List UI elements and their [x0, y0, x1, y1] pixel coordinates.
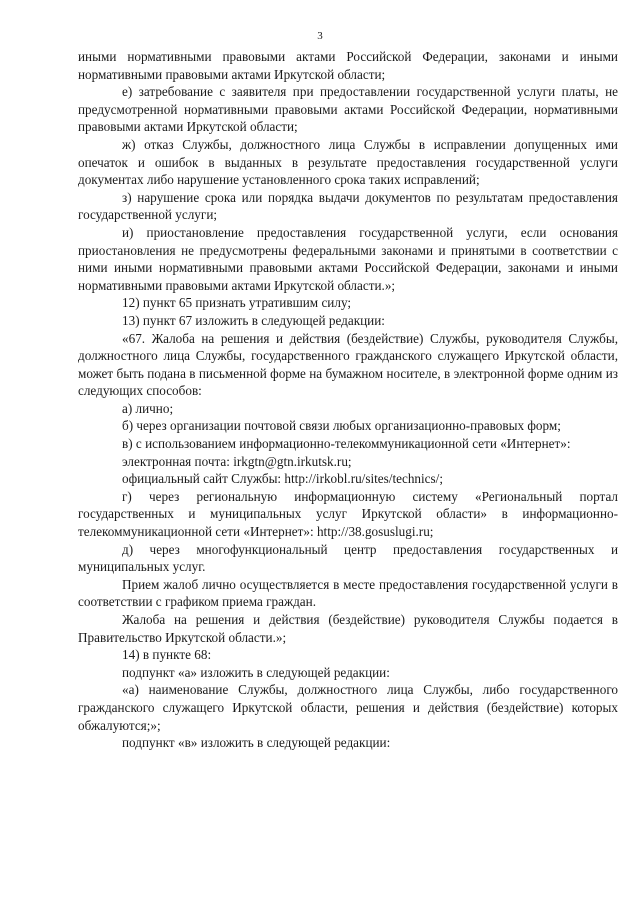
paragraph-item-z: з) нарушение срока или порядка выдачи документов по результатам предоставления государственной услуги; — [78, 189, 618, 223]
paragraph-item-i: и) приостановление предоставления государственной услуги, если основания приостановления не предусмотрены федеральными законами и принятыми в соответствии с ними иными нормативными правовыми актами Российской Федерации, законами и иными нормативными правовыми актами Иркутской области.»; — [78, 224, 618, 293]
page-number: 3 — [317, 30, 323, 42]
paragraph-point-13: 13) пункт 67 изложить в следующей редакции: — [122, 312, 385, 328]
paragraph-item-e: е) затребование с заявителя при предоставлении государственной услуги платы, не предусмотренной нормативными правовыми актами Российской Федерации, нормативными правовыми актами Иркутской области; — [78, 84, 618, 135]
paragraph-point-12: 12) пункт 65 признать утратившим силу; — [122, 295, 352, 311]
paragraph-reception: Прием жалоб лично осуществляется в месте предоставления государственной услуги в соответствии с графиком приема граждан. — [78, 576, 618, 610]
paragraph-item-a: а) лично; — [122, 400, 174, 416]
document-body — [78, 48, 618, 752]
paragraph-item-b: б) через организации почтовой связи любых организационно-правовых форм; — [122, 418, 561, 434]
paragraph-item-d: д) через многофункциональный центр предоставления государственных и муниципальных услуг. — [78, 541, 618, 575]
paragraph-complaint-head: Жалоба на решения и действия (бездействие) руководителя Службы подается в Правительство Иркутской области.»; — [78, 612, 618, 645]
paragraph-email: электронная почта: irkgtn@gtn.irkutsk.ru; — [122, 453, 352, 469]
paragraph-website: официальный сайт Службы: http://irkobl.ru/sites/technics/; — [122, 471, 443, 487]
paragraph-item-zh: ж) отказ Службы, должностного лица Службы в исправлении допущенных ими опечаток и ошибок в выданных в результате предоставления государственной услуги документах либо нарушение установленного срока таких исправлений; — [78, 136, 618, 188]
paragraph-point-14: 14) в пункте 68: — [122, 647, 212, 663]
paragraph-item-g: г) через региональную информационную систему «Региональный портал государственных и муниципальных услуг Иркутской области» в информационно-телекоммуникационной сети «Интернет»: http://38.gosuslugi.ru; — [78, 488, 618, 540]
paragraph-item-v: в) с использованием информационно-телекоммуникационной сети «Интернет»: — [122, 436, 571, 452]
paragraph-continuation: иными нормативными правовыми актами Российской Федерации, законами и иными нормативными правовыми актами Иркутской области; — [78, 49, 618, 82]
paragraph-subpoint-a-intro: подпункт «а» изложить в следующей редакции: — [122, 664, 390, 680]
paragraph-subpoint-a-text: «а) наименование Службы, должностного лица Службы, либо государственного гражданского служащего Иркутской области, решения и действия (бездействие) которых обжалуются;»; — [78, 682, 618, 733]
paragraph-subpoint-v-intro: подпункт «в» изложить в следующей редакции: — [122, 735, 391, 751]
paragraph-clause-67: «67. Жалоба на решения и действия (бездействие) Службы, руководителя Службы, должностного лица Службы, государственного гражданского служащего Иркутской области, может быть подана в письменной форме на бумажном носителе, в электронной форме одним из следующих способов: — [78, 330, 618, 399]
